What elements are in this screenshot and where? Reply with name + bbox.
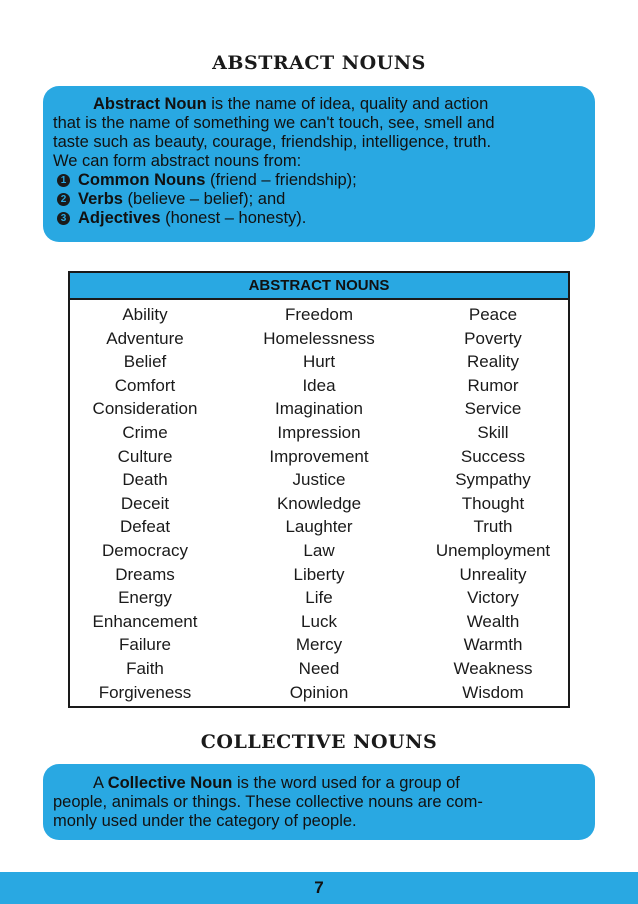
table-cell: Luck bbox=[301, 611, 337, 631]
table-cell: Justice bbox=[292, 470, 346, 490]
collective-noun-term: Collective Noun bbox=[107, 774, 233, 792]
table-cell: Laughter bbox=[285, 517, 353, 537]
table-cell: Adventure bbox=[106, 328, 184, 348]
abstract-noun-term: Abstract Noun bbox=[93, 95, 207, 113]
table-cell: Idea bbox=[302, 375, 336, 395]
list-item-term: Common Nouns bbox=[78, 171, 206, 189]
list-item-term: Adjectives bbox=[78, 209, 161, 227]
table-cell: Victory bbox=[467, 588, 519, 608]
table-cell: Hurt bbox=[302, 352, 336, 372]
collective-text-1: is the word used for a group of bbox=[232, 774, 460, 792]
table-cell: Rumor bbox=[467, 375, 519, 395]
abstract-noun-definition-box bbox=[43, 86, 595, 242]
definition-line-3: taste such as beauty, courage, friendship, intelligence, truth. bbox=[53, 133, 492, 151]
table-cell: Reality bbox=[467, 352, 519, 372]
table-cell: Wisdom bbox=[462, 682, 524, 702]
table-cell: Ability bbox=[122, 305, 168, 324]
table-cell: Belief bbox=[123, 352, 167, 372]
list-item bbox=[53, 190, 585, 209]
table-cell: Improvement bbox=[269, 446, 369, 466]
table-cell: Enhancement bbox=[92, 611, 198, 631]
table-cell: Truth bbox=[473, 517, 513, 537]
table-cell: Opinion bbox=[289, 682, 349, 702]
list-item bbox=[53, 209, 585, 228]
table-cell: Freedom bbox=[284, 305, 354, 324]
table-cell: Homelessness bbox=[263, 328, 375, 348]
table-cell: Democracy bbox=[102, 540, 188, 560]
table-cell: Deceit bbox=[120, 493, 170, 513]
list-item-text: (believe – belief); and bbox=[122, 190, 286, 208]
abstract-nouns-table bbox=[68, 271, 570, 708]
definition-text-1: is the name of idea, quality and action bbox=[206, 95, 489, 113]
table-cell: Death bbox=[122, 470, 168, 490]
table-cell: Wealth bbox=[466, 611, 520, 631]
table-column-1 bbox=[70, 303, 220, 704]
table-cell: Law bbox=[303, 540, 335, 560]
list-item-text: (friend – friendship); bbox=[205, 171, 357, 189]
table-cell: Warmth bbox=[463, 635, 523, 655]
collective-nouns-heading: COLLECTIVE NOUNS bbox=[200, 731, 438, 753]
collective-noun-definition-box bbox=[43, 764, 595, 840]
number-bullet: 3 bbox=[57, 212, 70, 225]
number-bullet: 1 bbox=[57, 174, 70, 187]
table-body bbox=[70, 300, 568, 704]
list-item bbox=[53, 171, 585, 190]
table-column-3 bbox=[418, 303, 568, 704]
table-cell: Defeat bbox=[119, 517, 171, 537]
table-cell: Unemployment bbox=[435, 540, 551, 560]
table-cell: Culture bbox=[117, 446, 173, 466]
table-cell: Knowledge bbox=[276, 493, 362, 513]
table-cell: Impression bbox=[277, 422, 361, 442]
collective-line-3: monly used under the category of people. bbox=[53, 812, 357, 830]
table-cell: Liberty bbox=[293, 564, 345, 584]
definition-line-1 bbox=[53, 95, 585, 114]
table-cell: Faith bbox=[126, 658, 164, 678]
table-cell: Life bbox=[305, 588, 333, 608]
table-cell: Skill bbox=[477, 422, 509, 442]
table-column-2 bbox=[220, 303, 418, 704]
table-cell: Need bbox=[298, 658, 340, 678]
definition-line-2: that is the name of something we can't touch, see, smell and bbox=[53, 114, 495, 132]
page-footer bbox=[0, 872, 638, 904]
collective-pre: A bbox=[93, 774, 108, 792]
number-bullet: 2 bbox=[57, 193, 70, 206]
table-cell: Energy bbox=[118, 588, 172, 608]
page-number: 7 bbox=[314, 878, 324, 897]
definition-line-4: We can form abstract nouns from: bbox=[53, 152, 302, 170]
table-cell: Consideration bbox=[92, 399, 198, 419]
table-header: ABSTRACT NOUNS bbox=[70, 273, 568, 300]
table-cell: Success bbox=[460, 446, 526, 466]
table-cell: Sympathy bbox=[455, 470, 531, 490]
table-cell: Poverty bbox=[464, 328, 522, 348]
abstract-nouns-heading: ABSTRACT NOUNS bbox=[212, 52, 426, 74]
table-cell: Weakness bbox=[453, 658, 533, 678]
table-cell: Service bbox=[464, 399, 522, 419]
table-cell: Unreality bbox=[459, 564, 527, 584]
table-cell: Crime bbox=[122, 422, 168, 442]
table-cell: Imagination bbox=[275, 399, 363, 419]
table-cell: Peace bbox=[468, 305, 518, 324]
list-item-text: (honest – honesty). bbox=[160, 209, 307, 227]
table-cell: Thought bbox=[461, 493, 525, 513]
table-cell: Failure bbox=[119, 635, 171, 655]
table-cell: Mercy bbox=[295, 635, 343, 655]
table-cell: Dreams bbox=[115, 564, 175, 584]
list-item-term: Verbs bbox=[78, 190, 123, 208]
collective-line-2: people, animals or things. These collective nouns are com- bbox=[53, 793, 483, 811]
table-cell: Forgiveness bbox=[98, 682, 192, 702]
collective-line-1 bbox=[53, 774, 585, 793]
table-cell: Comfort bbox=[114, 375, 176, 395]
